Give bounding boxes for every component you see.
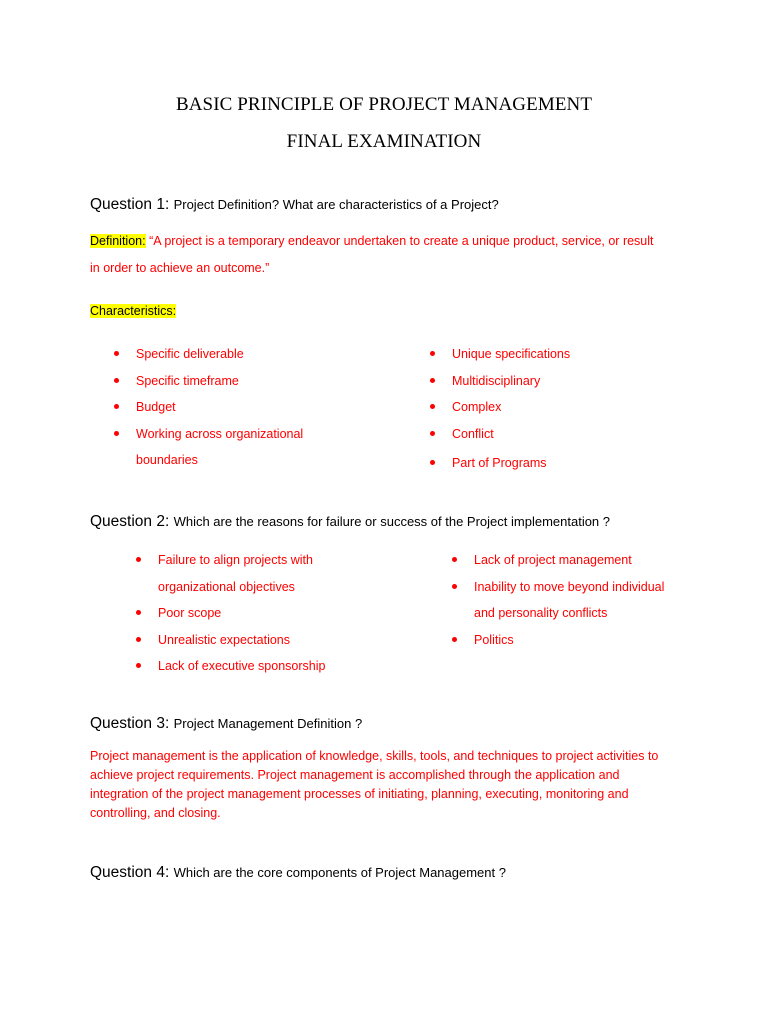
list-item: Multidisciplinary bbox=[430, 368, 730, 395]
bullet-icon bbox=[136, 637, 141, 642]
bullet-icon bbox=[136, 610, 141, 615]
list-item: Specific timeframe bbox=[114, 368, 414, 395]
question-2-heading bbox=[90, 513, 610, 531]
bullet-icon bbox=[452, 584, 457, 589]
reasons-list-right bbox=[452, 547, 752, 653]
question-3-text: Project Management Definition ? bbox=[173, 716, 363, 731]
bullet-icon bbox=[136, 663, 141, 668]
list-item: Unrealistic expectations bbox=[136, 627, 426, 654]
reasons-list-left bbox=[136, 547, 426, 680]
list-item: Conflict bbox=[430, 421, 730, 448]
bullet-icon bbox=[114, 404, 119, 409]
list-item: Politics bbox=[452, 627, 752, 654]
definition-label: Definition: bbox=[90, 234, 146, 248]
bullet-icon bbox=[136, 557, 141, 562]
question-2-label: Question 2: bbox=[90, 513, 174, 530]
project-management-definition: Project management is the application of knowledge, skills, tools, and techniques to project activities to achieve project requirements. Project management is accomplished through the application and integration of the project management processes of initiating, planning, executing, monitoring and controlling, and closing. bbox=[90, 749, 659, 820]
list-item: Lack of project management bbox=[452, 547, 752, 574]
question-1-label: Question 1: bbox=[90, 196, 174, 213]
bullet-icon bbox=[430, 351, 435, 356]
list-item: Unique specifications bbox=[430, 341, 730, 368]
question-3-label: Question 3: bbox=[90, 715, 174, 732]
document-title: BASIC PRINCIPLE OF PROJECT MANAGEMENT bbox=[175, 94, 593, 115]
bullet-icon bbox=[430, 460, 435, 465]
definition-text-line2: in order to achieve an outcome.” bbox=[90, 261, 270, 275]
list-item: Inability to move beyond individual and personality conflicts bbox=[452, 574, 752, 627]
question-4-heading bbox=[90, 864, 506, 882]
list-item: Failure to align projects with organizational objectives bbox=[136, 547, 426, 600]
definition-text-line1: “A project is a temporary endeavor undertaken to create a unique product, service, or result bbox=[145, 234, 654, 248]
characteristics-list-right bbox=[430, 341, 730, 477]
definition-paragraph bbox=[90, 228, 690, 282]
bullet-icon bbox=[114, 351, 119, 356]
list-item: Lack of executive sponsorship bbox=[136, 653, 426, 680]
question-1-text: Project Definition? What are characteristics of a Project? bbox=[173, 197, 499, 212]
bullet-icon bbox=[452, 557, 457, 562]
list-item: Part of Programs bbox=[430, 450, 730, 477]
question-4-label: Question 4: bbox=[90, 864, 174, 881]
list-item: Complex bbox=[430, 394, 730, 421]
bullet-icon bbox=[430, 431, 435, 436]
bullet-icon bbox=[430, 404, 435, 409]
bullet-icon bbox=[452, 637, 457, 642]
document-subtitle: FINAL EXAMINATION bbox=[286, 131, 482, 152]
bullet-icon bbox=[114, 431, 119, 436]
question-4-text: Which are the core components of Project Management ? bbox=[173, 865, 506, 880]
characteristics-list-left bbox=[114, 341, 414, 474]
bullet-icon bbox=[114, 378, 119, 383]
characteristics-heading bbox=[90, 298, 690, 325]
question-3-heading bbox=[90, 715, 362, 733]
list-item: Working across organizational boundaries bbox=[114, 421, 414, 474]
list-item: Specific deliverable bbox=[114, 341, 414, 368]
characteristics-label: Characteristics: bbox=[90, 304, 177, 318]
question-1-heading bbox=[90, 196, 499, 214]
list-item: Budget bbox=[114, 394, 414, 421]
bullet-icon bbox=[430, 378, 435, 383]
question-2-text: Which are the reasons for failure or success of the Project implementation ? bbox=[173, 514, 611, 529]
list-item: Poor scope bbox=[136, 600, 426, 627]
